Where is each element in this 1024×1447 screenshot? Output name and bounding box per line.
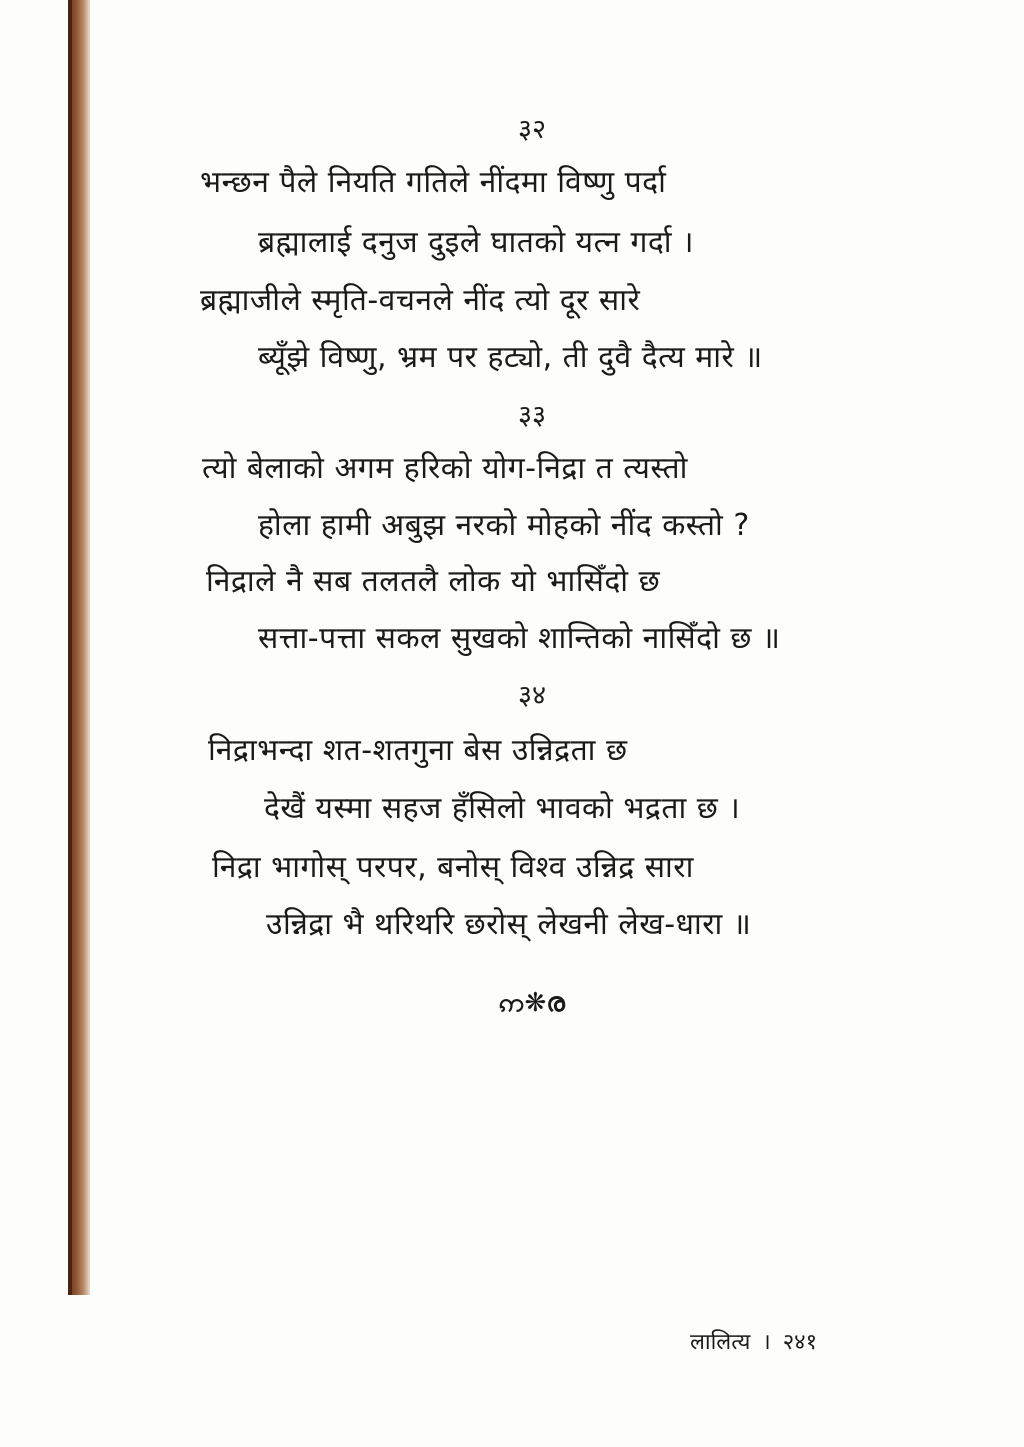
verse-line: ब्यूँझे विष्णु, भ्रम पर हट्यो, ती दुवै दैत्य मारे ॥ [258, 340, 763, 375]
page-footer [690, 1328, 817, 1358]
verse-line: निद्राभन्दा शत-शतगुना बेस उन्निद्रता छ [208, 733, 628, 768]
verse-line: ब्रह्माजीले स्मृति-वचनले नींद त्यो दूर सारे [200, 283, 641, 318]
section-end-ornament: ဢ❋ര [499, 988, 565, 1018]
verse-line: भन्छन पैले नियति गतिले नींदमा विष्णु पर्दा [200, 165, 667, 200]
verse-line: त्यो बेलाको अगम हरिको योग-निद्रा त त्यस्तो [202, 451, 688, 486]
footer-separator: । [762, 1330, 771, 1355]
stanza-number: ३२ [517, 114, 547, 145]
verse-line: ब्रह्मालाई दनुज दुइले घातको यत्न गर्दा । [258, 225, 694, 260]
verse-line: उन्निद्रा भै थरिथरि छरोस् लेखनी लेख-धारा ॥ [266, 907, 752, 942]
stanza-number: ३४ [517, 680, 547, 711]
stanza-number: ३३ [517, 400, 547, 431]
page-number: २४१ [782, 1330, 818, 1355]
verse-line: निद्राले नै सब तलतलै लोक यो भासिँदो छ [206, 564, 661, 599]
verse-line: होला हामी अबुझ नरको मोहको नींद कस्तो ? [258, 508, 750, 543]
verse-line: निद्रा भागोस् परपर, बनोस् विश्व उन्निद्र सारा [212, 850, 694, 885]
verse-line: सत्ता-पत्ता सकल सुखको शान्तिको नासिँदो छ ॥ [258, 621, 781, 656]
book-spine-edge [68, 0, 72, 1295]
book-title: लालित्य [690, 1330, 751, 1355]
verse-line: देखैं यस्मा सहज हँसिलो भावको भद्रता छ । [264, 791, 741, 826]
